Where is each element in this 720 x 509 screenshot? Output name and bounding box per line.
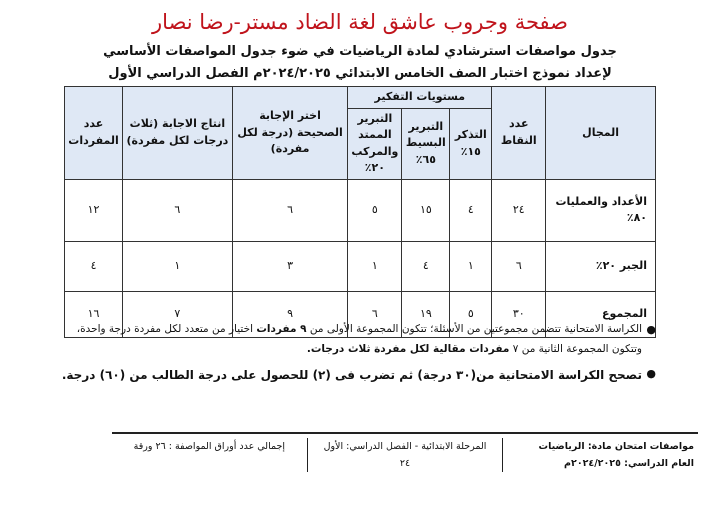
document-subtitle: لإعداد نموذج اختبار الصف الخامس الابتدائي ٢٠٢٤/٢٠٢٥م الفصل الدراسي الأول	[108, 66, 612, 81]
specification-table	[64, 86, 656, 338]
footer-stage-block	[308, 438, 503, 472]
footer-stage-term: المرحلة الابتدائية - الفصل الدراسي: الأول	[323, 441, 487, 452]
header-produce: انتاج الاجابة (ثلاث درجات لكل مفردة)	[123, 87, 233, 180]
cell-points: ٣٠	[492, 291, 546, 337]
header-mcq: اختر الإجابة الصحيحة (درجة لكل مفردة)	[232, 87, 348, 180]
cell-simple: ١٥	[402, 179, 450, 241]
footer	[112, 438, 698, 472]
footer-total-block	[112, 438, 307, 472]
note-text: اختيار من متعدد لكل مفردة درجة واحدة، وتتكون المجموعة الثانية من ٧	[76, 323, 642, 355]
bullet-icon: ●	[646, 323, 656, 336]
table-row	[65, 241, 656, 291]
header-domain: المجال	[546, 87, 656, 180]
cell-points: ٦	[492, 241, 546, 291]
header-simple: التبرير البسيط ٦٥٪	[402, 108, 450, 179]
note-emphasis: ٩ مفردات	[256, 323, 307, 335]
note-grading	[56, 364, 656, 387]
note-text: تصحح الكراسة الامتحانية من(٣٠ درجة) ثم تضرب فى (٢) للحصول على درجة الطالب من (٦٠) درجة.	[61, 367, 642, 382]
footer-separator	[307, 438, 308, 472]
bullet-icon: ●	[646, 366, 656, 380]
footer-exam-subject: مواصفات امتحان مادة: الرياضيات	[538, 441, 694, 452]
cell-domain: الأعداد والعمليات ٨٠٪	[546, 179, 656, 241]
cell-produce: ٦	[123, 179, 233, 241]
table-row	[65, 179, 656, 241]
cell-remember: ٥	[450, 291, 492, 337]
cell-produce: ١	[123, 241, 233, 291]
cell-extended: ٦	[348, 291, 402, 337]
footer-total-pages: إجمالي عدد أوراق المواصفة : ٢٦ ورقة	[133, 441, 285, 452]
footer-divider	[112, 432, 698, 434]
footer-separator	[502, 438, 503, 472]
notes-section	[56, 320, 656, 387]
cell-domain: المجموع	[546, 291, 656, 337]
cell-remember: ٤	[450, 179, 492, 241]
note-exam-structure	[56, 320, 656, 360]
cell-simple: ٤	[402, 241, 450, 291]
cell-extended: ١	[348, 241, 402, 291]
cell-mcq: ٣	[232, 241, 348, 291]
cell-items: ١٦	[65, 291, 123, 337]
note-emphasis: مفردات مقالية لكل مفردة ثلاث درجات.	[306, 342, 510, 355]
site-title: صفحة وجروب عاشق لغة الضاد مستر-رضا نصار	[152, 10, 568, 34]
header-points: عدد النقاط	[492, 87, 546, 180]
footer-school-year: العام الدراسي: ٢٠٢٤/٢٠٢٥م	[564, 458, 694, 470]
cell-domain: الجبر ٢٠٪	[546, 241, 656, 291]
cell-mcq: ٦	[232, 179, 348, 241]
cell-simple: ١٩	[402, 291, 450, 337]
header-thinking-levels: مستويات التفكير	[348, 87, 492, 109]
cell-points: ٢٤	[492, 179, 546, 241]
cell-items: ١٢	[65, 179, 123, 241]
header-items: عدد المفردات	[65, 87, 123, 180]
cell-mcq: ٩	[232, 291, 348, 337]
footer-subject-block	[503, 438, 698, 472]
document-title: جدول مواصفات استرشادي لمادة الرياضيات في ضوء جدول المواصفات الأساسي	[103, 44, 617, 59]
cell-remember: ١	[450, 241, 492, 291]
note-text: الكراسة الامتحانية تتضمن مجموعتين من الأسئلة؛ تتكون المجموعة الأولى من	[309, 323, 642, 335]
header-remember: التذكر ١٥٪	[450, 108, 492, 179]
cell-produce: ٧	[123, 291, 233, 337]
cell-extended: ٥	[348, 179, 402, 241]
header-extended: التبرير الممتد والمركب ٢٠٪	[348, 108, 402, 179]
cell-items: ٤	[65, 241, 123, 291]
footer-page-number: ٢٤	[399, 458, 411, 470]
